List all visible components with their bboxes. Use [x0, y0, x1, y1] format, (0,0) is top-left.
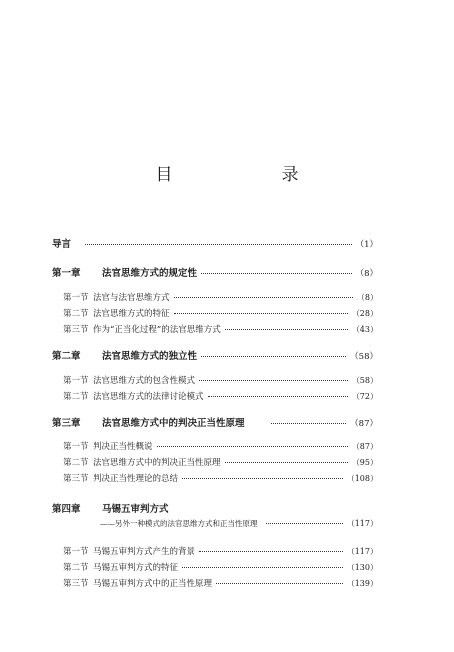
page-number: （117） [346, 547, 378, 556]
chapter-number: 第四章 [52, 504, 81, 515]
section-number: 第一节 [63, 547, 89, 557]
chapter-title: 法官思维方式的独立性 [102, 351, 198, 362]
section-number: 第三节 [63, 579, 89, 589]
page-number: （43） [351, 325, 378, 334]
chapter-title: 法官思维方式的规定性 [102, 268, 198, 279]
chapter-number: 第一章 [52, 268, 81, 279]
subtitle-text: ——另外一种模式的法官思维方式和正当性原理 [100, 519, 258, 528]
section-title: 法官思维方式的包含性模式 [93, 376, 196, 386]
dot-leader [266, 522, 343, 524]
page-title: 目 录 [155, 165, 345, 185]
dot-leader [182, 477, 343, 479]
chapter-number: 第二章 [52, 351, 81, 362]
section-number: 第三节 [63, 325, 89, 335]
dot-leader [216, 582, 343, 584]
toc-section[interactable] [52, 577, 378, 589]
toc-chapter-1[interactable] [52, 265, 378, 279]
page-number: （130） [346, 563, 378, 572]
toc-intro[interactable] [52, 236, 378, 250]
dot-leader [201, 355, 346, 357]
page-number: （117） [346, 519, 378, 528]
dot-leader [157, 445, 348, 447]
section-title: 判决正当性概说 [93, 442, 153, 452]
toc-section[interactable] [52, 291, 378, 303]
page-number: （87） [351, 442, 378, 451]
section-title: 判决正当性理论的总结 [93, 474, 179, 484]
chapter-subtitle[interactable] [52, 518, 378, 529]
dot-leader [174, 312, 348, 314]
section-title: 法官思维方式的特征 [93, 309, 170, 319]
chapter-title: 法官思维方式中的判决正当性原理 [102, 418, 245, 429]
page-number: （87） [350, 419, 378, 429]
dot-leader [182, 566, 343, 568]
section-title: 马锡五审判方式的特征 [93, 563, 179, 573]
toc-section[interactable] [52, 323, 378, 335]
page-number: （95） [351, 458, 378, 467]
section-number: 第二节 [63, 309, 89, 319]
chapter-number: 第三章 [52, 418, 81, 429]
chapter-title: 马锡五审判方式 [102, 504, 169, 515]
page-number: （58） [350, 352, 378, 362]
section-number: 第一节 [63, 376, 89, 386]
page-number: （58） [351, 376, 378, 385]
page-number: （8） [356, 293, 378, 302]
page-number: （1） [355, 240, 378, 250]
section-number: 第一节 [63, 293, 89, 303]
toc-section[interactable] [52, 374, 378, 386]
section-number: 第一节 [63, 442, 89, 452]
section-number: 第二节 [63, 563, 89, 573]
dot-leader [201, 272, 352, 274]
dot-leader [225, 328, 348, 330]
section-number: 第二节 [63, 392, 89, 402]
intro-label: 导言 [52, 239, 72, 250]
toc-section[interactable] [52, 545, 378, 557]
section-title: 法官与法官思维方式 [93, 293, 170, 303]
page-number: （108） [346, 474, 378, 483]
toc-chapter-4[interactable] [52, 501, 378, 515]
dot-leader [208, 395, 348, 397]
toc-section[interactable] [52, 440, 378, 452]
toc-section[interactable] [52, 390, 378, 402]
section-number: 第三节 [63, 474, 89, 484]
page-number: （8） [355, 269, 378, 279]
dot-leader [199, 550, 343, 552]
toc-section[interactable] [52, 472, 378, 484]
dot-leader [199, 379, 348, 381]
toc-section[interactable] [52, 307, 378, 319]
toc-chapter-3[interactable] [52, 415, 378, 429]
dot-leader [271, 422, 347, 424]
toc-chapter-2[interactable] [52, 348, 378, 362]
section-title: 法官思维方式中的判决正当性原理 [93, 458, 221, 468]
section-title: 马锡五审判方式中的正当性原理 [93, 579, 213, 589]
toc-section[interactable] [52, 561, 378, 573]
section-title: 法官思维方式的法律讨论模式 [93, 392, 204, 402]
page-number: （72） [351, 392, 378, 401]
section-number: 第二节 [63, 458, 89, 468]
dot-leader [85, 243, 352, 245]
section-title: 马锡五审判方式产生的背景 [93, 547, 196, 557]
dot-leader [225, 461, 348, 463]
toc-section[interactable] [52, 456, 378, 468]
section-title: 作为“正当化过程”的法官思维方式 [93, 325, 221, 335]
dot-leader [174, 296, 353, 298]
page-number: （28） [351, 309, 378, 318]
page-number: （139） [346, 579, 378, 588]
